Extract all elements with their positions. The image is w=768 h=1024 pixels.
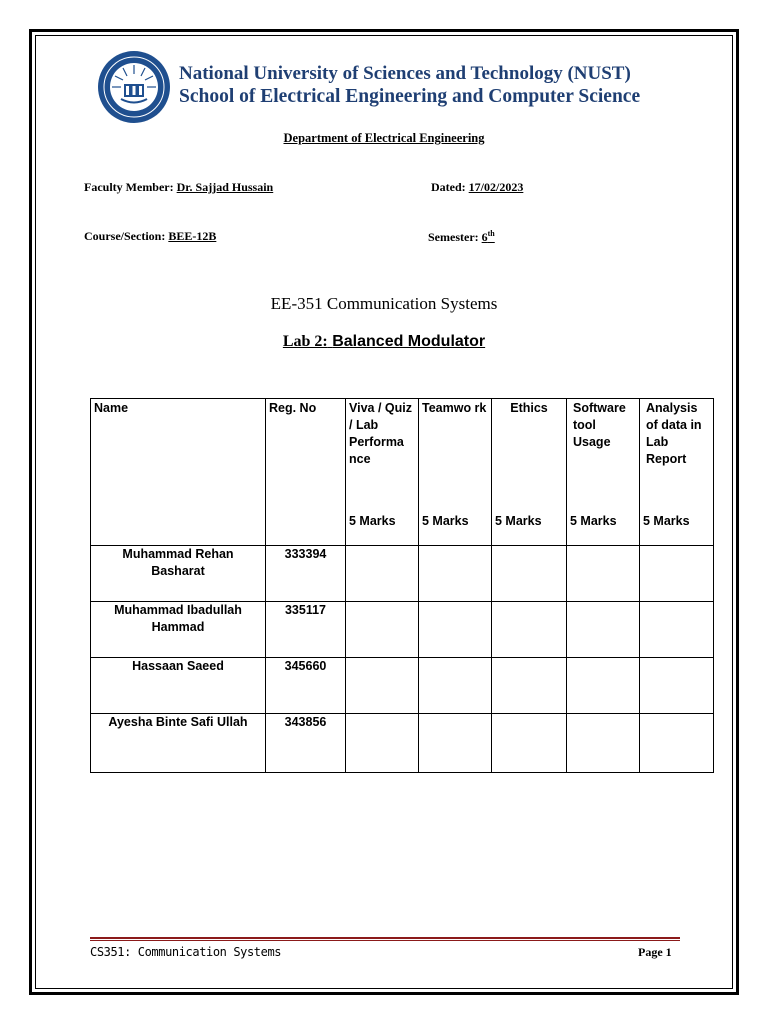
cell-analysis <box>640 602 714 658</box>
cell-viva <box>346 714 419 773</box>
course-title: EE-351 Communication Systems <box>270 294 498 313</box>
semester-field <box>428 229 495 245</box>
student-reg: 333394 <box>266 546 346 602</box>
dated-value: 17/02/2023 <box>468 180 524 194</box>
semester-value: 6th <box>481 229 495 244</box>
cell-teamwork <box>419 546 492 602</box>
faculty-value: Dr. Sajjad Hussain <box>176 180 274 194</box>
course-value: BEE-12B <box>168 229 217 243</box>
lab-prefix: Lab 2: <box>282 333 328 350</box>
cell-software <box>567 658 640 714</box>
school-name: School of Electrical Engineering and Computer Science <box>179 86 641 107</box>
table-row <box>91 602 714 658</box>
header-reg: Reg. No <box>266 399 346 546</box>
table-header-row <box>91 399 714 546</box>
header-name: Name <box>91 399 266 546</box>
header-ethics: Ethics 5 Marks <box>492 399 567 546</box>
cell-ethics <box>492 714 567 773</box>
student-reg: 335117 <box>266 602 346 658</box>
faculty-field <box>84 180 273 195</box>
semester-label: Semester: <box>428 230 482 244</box>
dated-field <box>431 180 523 195</box>
university-name: National University of Sciences and Technology (NUST) <box>179 63 631 84</box>
table-row <box>91 546 714 602</box>
cell-ethics <box>492 602 567 658</box>
course-label: Course/Section: <box>84 229 169 243</box>
cell-analysis <box>640 658 714 714</box>
department-name: Department of Electrical Engineering <box>283 131 485 145</box>
cell-analysis <box>640 546 714 602</box>
cell-ethics <box>492 546 567 602</box>
cell-teamwork <box>419 602 492 658</box>
cell-software <box>567 602 640 658</box>
cell-software <box>567 546 640 602</box>
grades-table <box>90 398 714 773</box>
lab-name: Balanced Modulator <box>332 333 486 350</box>
cell-viva <box>346 602 419 658</box>
nust-seal-icon <box>97 50 171 124</box>
table-row <box>91 714 714 773</box>
student-name: Ayesha Binte Safi Ullah <box>91 714 266 773</box>
header-analysis: Analysis of data in Lab Report 5 Marks <box>640 399 714 546</box>
cell-ethics <box>492 658 567 714</box>
cell-software <box>567 714 640 773</box>
student-name: Muhammad Rehan Basharat <box>91 546 266 602</box>
faculty-label: Faculty Member: <box>84 180 177 194</box>
footer-course: CS351: Communication Systems <box>90 945 282 959</box>
cell-viva <box>346 546 419 602</box>
student-name: Muhammad Ibadullah Hammad <box>91 602 266 658</box>
cell-teamwork <box>419 658 492 714</box>
course-field <box>84 229 216 244</box>
cell-analysis <box>640 714 714 773</box>
cell-viva <box>346 658 419 714</box>
student-reg: 345660 <box>266 658 346 714</box>
student-reg: 343856 <box>266 714 346 773</box>
table-row <box>91 658 714 714</box>
header-teamwork: Teamwo rk 5 Marks <box>419 399 492 546</box>
header-software: Software tool Usage 5 Marks <box>567 399 640 546</box>
dated-label: Dated: <box>431 180 469 194</box>
footer-rule <box>90 937 680 939</box>
header-viva: Viva / Quiz / Lab Performa nce 5 Marks <box>346 399 419 546</box>
student-name: Hassaan Saeed <box>91 658 266 714</box>
lab-title <box>0 333 768 351</box>
footer-page-number: Page 1 <box>638 945 672 959</box>
cell-teamwork <box>419 714 492 773</box>
footer-rule-thin <box>90 940 680 941</box>
